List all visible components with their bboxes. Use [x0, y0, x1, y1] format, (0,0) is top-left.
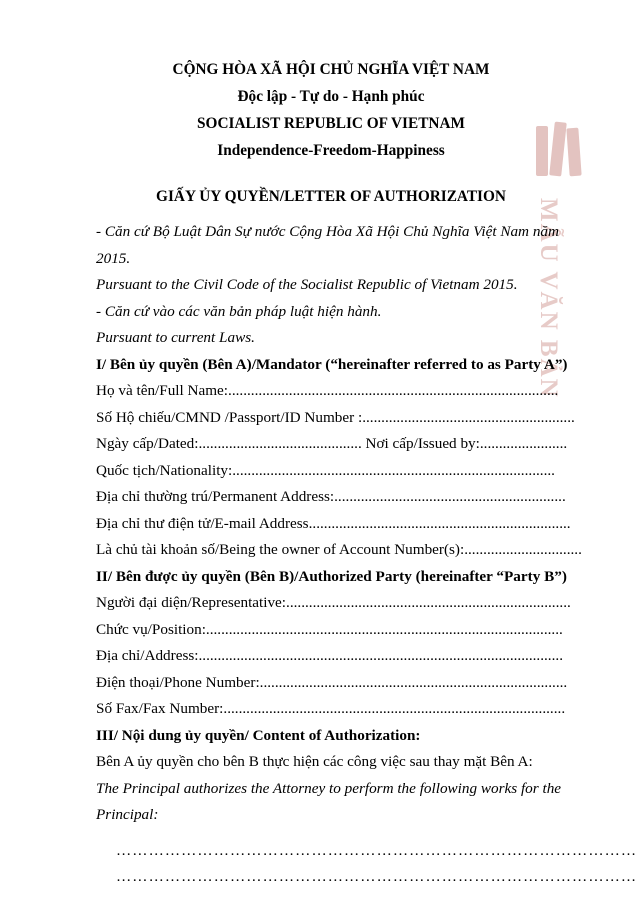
page-title: GIẤY ỦY QUYỀN/LETTER OF AUTHORIZATION — [156, 188, 506, 205]
preamble-basis1-vi-b: 2015. — [96, 249, 131, 267]
field-phone-number: Điện thoại/Phone Number:................................................................................. — [96, 673, 568, 691]
section-2-heading: II/ Bên được ủy quyền (Bên B)/Authorized Party (hereinafter “Party B”) — [96, 567, 567, 585]
field-permanent-address: Địa chỉ thường trú/Permanent Address:............................................................. — [96, 488, 566, 505]
header-line-vi-country: CỘNG HÒA XÃ HỘI CHỦ NGHĨA VIỆT NAM — [172, 61, 490, 78]
section-3-text-en-a: The Principal authorizes the Attorney to perform the following works for the — [96, 779, 562, 797]
preamble-basis2-en: Pursuant to current Laws. — [96, 329, 255, 346]
field-email-address: Địa chỉ thư điện tử/E-mail Address..................................................................... — [96, 514, 571, 532]
field-account-number: Là chủ tài khoản số/Being the owner of Account Number(s):............................... — [96, 541, 582, 558]
blank-line-2: …………………………………………………………………………………… — [116, 867, 638, 885]
section-3-text-en-b: Principal: — [96, 806, 159, 823]
field-representative: Người đại diện/Representative:........................................................................... — [96, 594, 571, 611]
section-1-heading: I/ Bên ủy quyền (Bên A)/Mandator (“hereinafter referred to as Party A”) — [96, 355, 568, 373]
field-address: Địa chỉ/Address:................................................................................................ — [96, 647, 563, 664]
field-passport-id: Số Hộ chiếu/CMND /Passport/ID Number :........................................................ — [96, 408, 575, 426]
header-line-en-motto: Independence-Freedom-Happiness — [217, 142, 445, 159]
preamble-basis1-en: Pursuant to the Civil Code of the Socialist Republic of Vietnam 2015. — [96, 276, 518, 293]
preamble-basis1-vi-a: - Căn cứ Bộ Luật Dân Sự nước Cộng Hòa Xã Hội Chủ Nghĩa Việt Nam năm — [96, 223, 559, 240]
header-line-en-country: SOCIALIST REPUBLIC OF VIETNAM — [197, 115, 465, 132]
blank-line-1: …………………………………………………………………………………… — [116, 841, 638, 859]
preamble-basis2-vi: - Căn cứ vào các văn bản pháp luật hiện hành. — [96, 302, 382, 320]
section-3-text-vi: Bên A ủy quyền cho bên B thực hiện các công việc sau thay mặt Bên A: — [96, 753, 533, 770]
watermark-text: MẪU VĂN BẢN — [535, 198, 562, 399]
document-body — [96, 56, 638, 890]
header-line-vi-motto: Độc lập - Tự do - Hạnh phúc — [237, 88, 425, 105]
section-3-heading: III/ Nội dung ủy quyền/ Content of Authorization: — [96, 726, 421, 744]
field-position: Chức vụ/Position:.............................................................................................. — [96, 620, 563, 638]
field-fax-number: Số Fax/Fax Number:.......................................................................................... — [96, 700, 566, 717]
field-nationality: Quốc tịch/Nationality:..................................................................................... — [96, 461, 555, 479]
field-dated-issued-by: Ngày cấp/Dated:........................................... Nơi cấp/Issued by:....................... — [96, 435, 568, 452]
field-full-name: Họ và tên/Full Name:....................................................................................... — [96, 382, 559, 399]
